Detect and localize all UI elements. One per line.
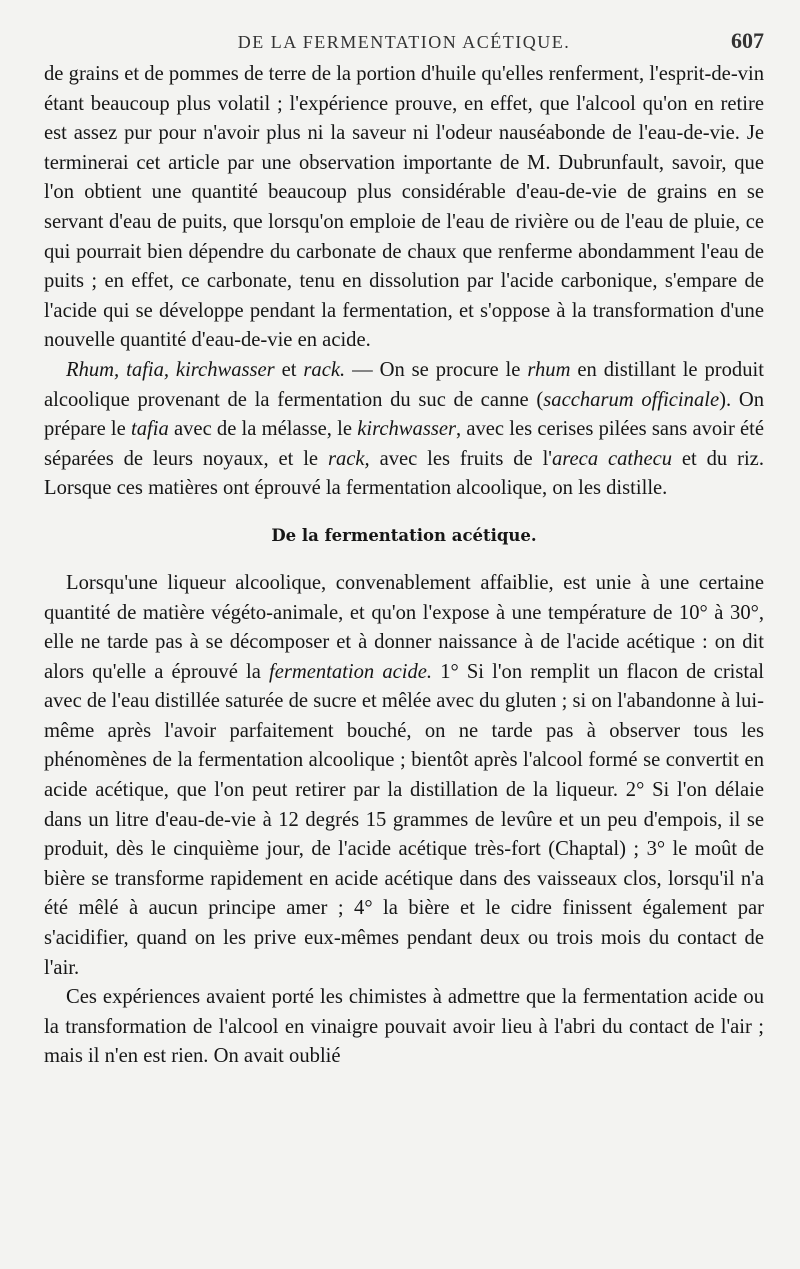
text-run: avec les fruits de l': [369, 447, 552, 470]
italic-term: saccharum officinale: [543, 388, 720, 411]
text-run: et du riz. Lorsque ces matières ont éprouvé la fermentation alcoolique, on les distille.: [44, 447, 764, 500]
text-run: Lorsqu'une liqueur alcoolique, convenablement affaiblie, est unie à une certaine quantité de matière végéto-animale, et qu'on l'expose à une température de 10° à 30°, elle ne tarde pas à se décomposer et à donner naissance à de l'acide acétique : on dit alors qu'elle a éprouvé la: [44, 571, 764, 683]
italic-term: kirchwasser: [357, 418, 456, 441]
italic-term: tafia: [131, 418, 169, 441]
italic-term: areca cathecu: [552, 447, 673, 470]
running-title: DE LA FERMENTATION ACÉTIQUE.: [237, 32, 571, 52]
page-body: [44, 60, 764, 1072]
paragraph-2: [44, 356, 764, 504]
text-run: , avec les cerises pilées sans avoir été séparées de leurs noyaux, et le: [44, 418, 765, 470]
text-run: en distillant le produit alcoolique provenant de la fermentation du suc de canne (: [44, 358, 764, 411]
paragraph-3: [44, 569, 764, 983]
page-header: [44, 28, 764, 58]
paragraph-4: Ces expériences avaient porté les chimistes à admettre que la fermentation acide ou la transformation de l'alcool en vinaigre pouvait avoir lieu à l'abri du contact de l'air ; mais il n'en est rien. On avait oublié: [44, 986, 764, 1068]
text-run: 1° Si l'on remplit un flacon de cristal avec de l'eau distillée saturée de sucre et mêlée avec du gluten ; si on l'abandonne à lui-même après l'avoir parfaitement bouché, on ne tarde pas à observer tous les phénomènes de la fermentation alcoolique ; bientôt après l'alcool formé se convertit en acide acétique, que l'on peut retirer par la distillation de la liqueur. 2° Si l'on délaie dans un litre d'eau-de-vie à 12 degrés 15 grammes de levûre et un peu d'empois, il se produit, dès le cinquième jour, de l'acide acétique très-fort (Chaptal) ; 3° le moût de bière se transforme rapidement en acide acétique dans des vaisseaux clos, lorsqu'il n'a été mêlé à aucun principe amer ; 4° la bière et le cidre finissent également par s'acidifier, quand on les prive eux-mêmes pendant deux ou trois mois du contact de l'air.: [44, 660, 765, 979]
text-run: avec de la mélasse, le: [168, 418, 358, 441]
paragraph-1: de grains et de pommes de terre de la portion d'huile qu'elles renferment, l'esprit-de-vin étant beaucoup plus volatil ; l'expérience prouve, en effet, que l'alcool qu'on en retire est assez pur pour n'avoir plus ni la saveur ni l'odeur nauséabonde de l'eau-de-vie. Je terminerai cet article par une observation importante de M. Dubrunfault, savoir, que l'on obtient une quantité beaucoup plus considérable d'eau-de-vie de grains en se servant d'eau de puits, que lorsqu'on emploie de l'eau de rivière ou de l'eau de pluie, ce qui pourrait bien dépendre du carbonate de chaux que renferme abondamment l'eau de puits ; en effet, ce carbonate, tenu en dissolution par l'acide carbonique, s'empare de l'acide qui se développe pendant la fermentation, et s'oppose à la transformation d'une nouvelle quantité d'eau-de-vie en acide.: [44, 63, 764, 352]
italic-term: rhum: [527, 358, 571, 381]
italic-term: rack,: [327, 447, 370, 470]
italic-term: fermentation acide.: [268, 660, 433, 683]
text-run: et: [274, 358, 304, 381]
italic-term: rack.: [303, 358, 346, 381]
page-number: 607: [731, 28, 764, 53]
text-run: — On se procure le: [345, 358, 528, 381]
text-run: ). On prépare le: [44, 388, 764, 441]
italic-lead: Rhum, tafia, kirchwasser: [66, 358, 275, 381]
section-heading: De la fermentation acétique.: [271, 525, 537, 545]
